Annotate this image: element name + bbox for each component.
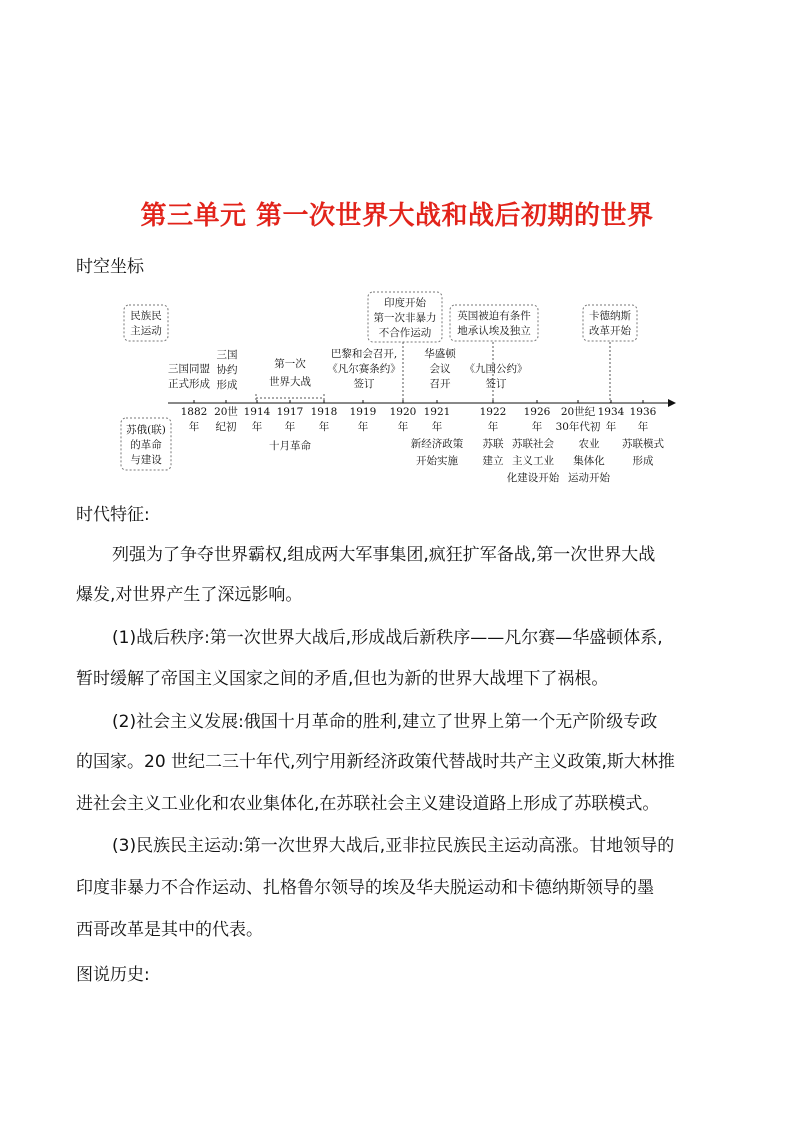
paragraph-text: (2)社会主义发展:俄国十月革命的胜利,建立了世界上第一个无产阶级专政 <box>112 712 658 732</box>
row-label-national-line2: 主运动 <box>130 325 162 337</box>
timeline-arrow <box>668 399 676 407</box>
event-october-revolution: 十月革命 <box>269 440 311 452</box>
tick-1917-line1: 1917 <box>276 406 304 418</box>
box-india-line1: 印度开始 <box>384 297 426 309</box>
tick-1914-line1: 1914 <box>243 406 271 418</box>
tick-1930s-line2: 30年代初 <box>555 421 601 433</box>
event-wwi-line2: 世界大战 <box>269 376 311 388</box>
event-industrialization-line3: 化建设开始 <box>506 472 560 484</box>
paragraph-line-1 <box>76 535 720 575</box>
paragraph-line-9: 印度非暴力不合作运动、扎格鲁尔领导的埃及华夫脱运动和卡德纳斯领导的墨 <box>76 878 654 898</box>
history-section-label: 图说历史: <box>76 965 150 985</box>
event-collectivization-line1: 农业 <box>578 438 600 450</box>
paragraph-line-7: 进社会主义工业化和农业集体化,在苏联社会主义建设道路上形成了苏联模式。 <box>76 794 660 814</box>
box-egypt-line1: 英国被迫有条件 <box>457 310 531 322</box>
event-paris-line1: 巴黎和会召开, <box>330 348 398 360</box>
event-nine-power-line1: 《九国公约》 <box>464 363 528 375</box>
event-paris-line3: 签订 <box>353 378 375 390</box>
paragraph-text: 列强为了争夺世界霸权,组成两大军事集团,疯狂扩军备战,第一次世界大战 <box>112 545 656 565</box>
tick-1934-line2: 年 <box>605 421 617 433</box>
paragraph-line-10: 西哥改革是其中的代表。 <box>76 920 263 940</box>
event-washington-line3: 召开 <box>429 378 451 390</box>
paragraph-text: (1)战后秩序:第一次世界大战后,形成战后新秩序——凡尔赛—华盛顿体系, <box>112 628 663 648</box>
event-wwi-line1: 第一次 <box>274 358 306 370</box>
box-cardenas-line2: 改革开始 <box>589 325 631 337</box>
paragraph-line-3 <box>76 618 720 658</box>
paragraph-text: (3)民族民主运动:第一次世界大战后,亚非拉民族民主运动高涨。甘地领导的 <box>112 836 675 856</box>
tick-1917-line2: 年 <box>284 421 296 433</box>
tick-1934-line1: 1934 <box>597 406 625 418</box>
paragraph-line-6: 的国家。20 世纪二三十年代,列宁用新经济政策代替战时共产主义政策,斯大林推 <box>76 752 675 772</box>
tick-20c-line1: 20世 <box>214 406 238 418</box>
row-label-soviet-line3: 与建设 <box>130 454 162 466</box>
tick-1926-line1: 1926 <box>523 406 551 418</box>
event-ussr-line1: 苏联 <box>482 438 504 450</box>
event-collectivization-line3: 运动开始 <box>568 472 610 484</box>
paragraph-line-4: 暂时缓解了帝国主义国家之间的矛盾,但也为新的世界大战埋下了祸根。 <box>76 669 609 689</box>
tick-20c-line2: 纪初 <box>215 421 237 433</box>
tick-1922-line1: 1922 <box>479 406 507 418</box>
box-india-line2: 第一次非暴力 <box>373 312 437 324</box>
tick-1936-line2: 年 <box>637 421 649 433</box>
tick-1919-line1: 1919 <box>349 406 377 418</box>
tick-1926-line2: 年 <box>531 421 543 433</box>
tick-1921-line2: 年 <box>431 421 443 433</box>
paragraph-line-8 <box>76 826 720 866</box>
tick-1918-line1: 1918 <box>310 406 338 418</box>
paragraph-line-5 <box>76 702 720 742</box>
tick-1936-line1: 1936 <box>629 406 657 418</box>
event-triple-entente-line2: 协约 <box>216 364 238 376</box>
event-nep-line1: 新经济政策 <box>410 438 464 450</box>
timeline-diagram <box>0 0 794 500</box>
tick-1920-line2: 年 <box>397 421 409 433</box>
event-ussr-line2: 建立 <box>482 455 504 467</box>
event-collectivization-line2: 集体化 <box>573 455 605 467</box>
box-egypt-line2: 地承认埃及独立 <box>457 325 531 337</box>
event-industrialization-line1: 苏联社会 <box>512 438 554 450</box>
event-nep-line2: 开始实施 <box>416 455 458 467</box>
tick-1921-line1: 1921 <box>423 406 451 418</box>
event-industrialization-line2: 主义工业 <box>512 455 554 467</box>
event-triple-entente-line1: 三国 <box>216 349 238 361</box>
tick-1920-line1: 1920 <box>389 406 417 418</box>
event-washington-line2: 会议 <box>429 363 451 375</box>
tick-1882-line1: 1882 <box>180 406 208 418</box>
timeline-section-label: 时空坐标 <box>76 257 144 277</box>
tick-1922-line2: 年 <box>487 421 499 433</box>
features-section-label: 时代特征: <box>76 505 150 525</box>
row-label-soviet-line2: 的革命 <box>130 439 162 451</box>
event-nine-power-line2: 签订 <box>485 378 507 390</box>
event-triple-alliance-line1: 三国同盟 <box>168 363 210 375</box>
box-cardenas-line1: 卡德纳斯 <box>589 310 631 322</box>
event-triple-entente-line3: 形成 <box>216 379 238 391</box>
event-paris-line2: 《凡尔赛条约》 <box>327 363 401 375</box>
tick-1919-line2: 年 <box>357 421 369 433</box>
tick-1918-line2: 年 <box>318 421 330 433</box>
box-india-line3: 不合作运动 <box>378 327 432 339</box>
paragraph-line-2: 爆发,对世界产生了深远影响。 <box>76 585 303 605</box>
row-label-soviet-line1: 苏俄(联) <box>126 424 166 436</box>
page-title: 第三单元 第一次世界大战和战后初期的世界 <box>140 201 654 231</box>
event-washington-line1: 华盛顿 <box>424 348 456 360</box>
event-triple-alliance-line2: 正式形成 <box>168 378 210 390</box>
tick-1882-line2: 年 <box>188 421 200 433</box>
event-soviet-model-line2: 形成 <box>632 455 654 467</box>
tick-1930s-line1: 20世纪 <box>560 406 596 418</box>
event-soviet-model-line1: 苏联模式 <box>622 438 664 450</box>
tick-1914-line2: 年 <box>251 421 263 433</box>
row-label-national-line1: 民族民 <box>130 310 162 322</box>
